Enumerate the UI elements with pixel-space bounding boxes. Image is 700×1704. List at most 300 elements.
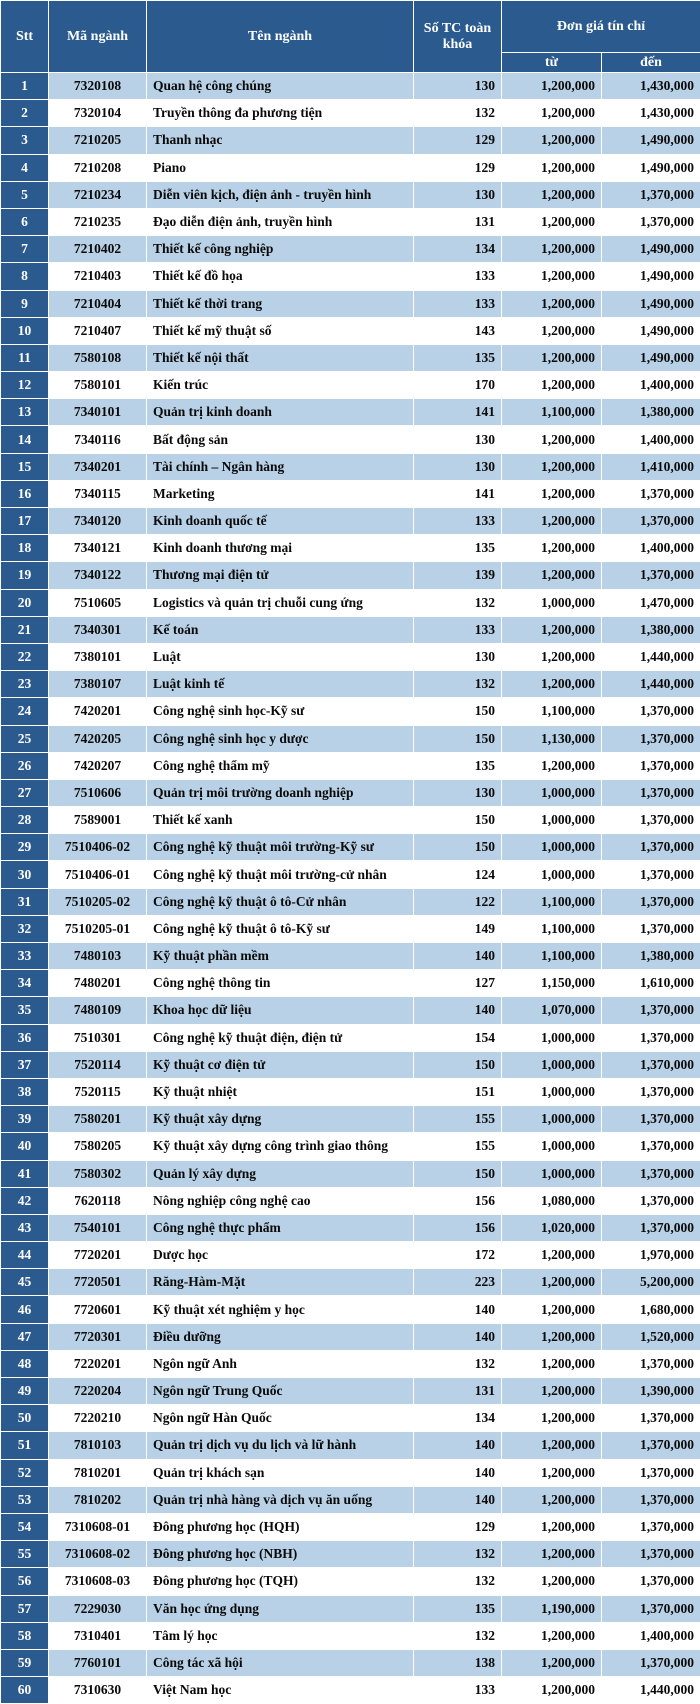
row-credits: 150 (414, 1051, 502, 1078)
row-stt: 57 (1, 1595, 49, 1622)
row-price-to: 1,370,000 (602, 779, 700, 806)
row-price-from: 1,200,000 (502, 290, 602, 317)
row-stt: 32 (1, 915, 49, 942)
row-code: 7340101 (49, 399, 147, 426)
row-stt: 41 (1, 1160, 49, 1187)
row-credits: 143 (414, 317, 502, 344)
row-price-from: 1,200,000 (502, 453, 602, 480)
row-credits: 150 (414, 725, 502, 752)
table-header (1, 1, 700, 73)
row-stt: 22 (1, 643, 49, 670)
row-credits: 130 (414, 73, 502, 100)
row-name: Kỹ thuật xây dựng công trình giao thông (147, 1133, 414, 1160)
row-name: Kinh doanh thương mại (147, 535, 414, 562)
row-code: 7380101 (49, 643, 147, 670)
row-credits: 156 (414, 1187, 502, 1214)
table-row (1, 1187, 700, 1214)
table-row (1, 535, 700, 562)
row-stt: 35 (1, 997, 49, 1024)
row-name: Thiết kế công nghiệp (147, 236, 414, 263)
table-row (1, 1214, 700, 1241)
row-price-from: 1,000,000 (502, 834, 602, 861)
header-price-from: từ (502, 53, 602, 73)
row-price-to: 1,370,000 (602, 1513, 700, 1540)
row-code: 7220210 (49, 1405, 147, 1432)
table-row (1, 943, 700, 970)
table-row (1, 888, 700, 915)
row-credits: 156 (414, 1214, 502, 1241)
table-row (1, 372, 700, 399)
table-row (1, 1133, 700, 1160)
row-name: Quan hệ công chúng (147, 73, 414, 100)
row-price-from: 1,200,000 (502, 344, 602, 371)
row-name: Luật kinh tế (147, 671, 414, 698)
row-name: Quản trị dịch vụ du lịch và lữ hành (147, 1432, 414, 1459)
row-price-to: 1,370,000 (602, 725, 700, 752)
row-code: 7720501 (49, 1269, 147, 1296)
row-credits: 133 (414, 263, 502, 290)
table-row (1, 290, 700, 317)
row-stt: 52 (1, 1459, 49, 1486)
row-stt: 1 (1, 73, 49, 100)
row-credits: 155 (414, 1133, 502, 1160)
row-code: 7340122 (49, 562, 147, 589)
table-row (1, 725, 700, 752)
table-row (1, 997, 700, 1024)
table-row (1, 344, 700, 371)
row-price-from: 1,200,000 (502, 1649, 602, 1676)
row-stt: 31 (1, 888, 49, 915)
row-price-to: 1,370,000 (602, 1459, 700, 1486)
table-row (1, 73, 700, 100)
row-name: Piano (147, 154, 414, 181)
row-price-to: 1,440,000 (602, 643, 700, 670)
row-price-to: 1,370,000 (602, 1160, 700, 1187)
row-name: Khoa học dữ liệu (147, 997, 414, 1024)
row-stt: 27 (1, 779, 49, 806)
row-credits: 132 (414, 1622, 502, 1649)
row-credits: 129 (414, 127, 502, 154)
row-stt: 58 (1, 1622, 49, 1649)
row-code: 7340301 (49, 616, 147, 643)
row-stt: 60 (1, 1677, 49, 1704)
row-price-from: 1,200,000 (502, 671, 602, 698)
row-code: 7220201 (49, 1350, 147, 1377)
row-price-from: 1,100,000 (502, 915, 602, 942)
row-stt: 42 (1, 1187, 49, 1214)
row-price-from: 1,200,000 (502, 317, 602, 344)
row-code: 7340201 (49, 453, 147, 480)
row-price-from: 1,130,000 (502, 725, 602, 752)
row-price-to: 1,370,000 (602, 1541, 700, 1568)
row-stt: 11 (1, 344, 49, 371)
row-price-from: 1,200,000 (502, 372, 602, 399)
row-credits: 129 (414, 154, 502, 181)
row-credits: 154 (414, 1024, 502, 1051)
row-credits: 122 (414, 888, 502, 915)
row-stt: 16 (1, 480, 49, 507)
row-price-to: 1,370,000 (602, 1486, 700, 1513)
row-credits: 134 (414, 236, 502, 263)
row-code: 7420207 (49, 752, 147, 779)
row-price-from: 1,200,000 (502, 1459, 602, 1486)
row-name: Răng-Hàm-Mặt (147, 1269, 414, 1296)
row-credits: 135 (414, 1595, 502, 1622)
row-price-to: 1,370,000 (602, 997, 700, 1024)
row-price-to: 1,370,000 (602, 480, 700, 507)
row-code: 7310608-03 (49, 1568, 147, 1595)
row-name: Kinh doanh quốc tế (147, 508, 414, 535)
row-credits: 131 (414, 1378, 502, 1405)
row-price-to: 1,490,000 (602, 127, 700, 154)
row-code: 7510205-01 (49, 915, 147, 942)
row-credits: 140 (414, 1432, 502, 1459)
row-name: Dược học (147, 1242, 414, 1269)
table-row (1, 1432, 700, 1459)
row-credits: 150 (414, 834, 502, 861)
row-stt: 59 (1, 1649, 49, 1676)
row-code: 7210402 (49, 236, 147, 263)
row-code: 7520114 (49, 1051, 147, 1078)
table-row (1, 671, 700, 698)
row-name: Đông phương học (TQH) (147, 1568, 414, 1595)
row-price-from: 1,000,000 (502, 1106, 602, 1133)
row-name: Bất động sản (147, 426, 414, 453)
row-credits: 130 (414, 779, 502, 806)
table-row (1, 1595, 700, 1622)
row-price-to: 1,430,000 (602, 100, 700, 127)
row-name: Đạo diễn điện ảnh, truyền hình (147, 208, 414, 235)
row-stt: 30 (1, 861, 49, 888)
row-name: Văn học ứng dụng (147, 1595, 414, 1622)
row-price-from: 1,200,000 (502, 426, 602, 453)
row-price-to: 1,370,000 (602, 1133, 700, 1160)
row-price-to: 1,370,000 (602, 1187, 700, 1214)
row-credits: 127 (414, 970, 502, 997)
row-credits: 132 (414, 589, 502, 616)
row-price-from: 1,020,000 (502, 1214, 602, 1241)
row-name: Công nghệ thẩm mỹ (147, 752, 414, 779)
row-code: 7340121 (49, 535, 147, 562)
row-code: 7210234 (49, 181, 147, 208)
table-row (1, 453, 700, 480)
row-name: Quản trị kinh doanh (147, 399, 414, 426)
row-price-to: 1,470,000 (602, 589, 700, 616)
row-code: 7420205 (49, 725, 147, 752)
row-price-to: 1,370,000 (602, 888, 700, 915)
row-name: Thiết kế xanh (147, 807, 414, 834)
row-name: Tâm lý học (147, 1622, 414, 1649)
row-code: 7210403 (49, 263, 147, 290)
table-row (1, 1405, 700, 1432)
row-stt: 37 (1, 1051, 49, 1078)
row-price-from: 1,200,000 (502, 1622, 602, 1649)
row-stt: 34 (1, 970, 49, 997)
row-code: 7340115 (49, 480, 147, 507)
row-credits: 132 (414, 1568, 502, 1595)
row-credits: 140 (414, 1459, 502, 1486)
row-credits: 151 (414, 1078, 502, 1105)
row-name: Ngôn ngữ Hàn Quốc (147, 1405, 414, 1432)
row-name: Ngôn ngữ Anh (147, 1350, 414, 1377)
row-stt: 7 (1, 236, 49, 263)
row-price-to: 1,370,000 (602, 181, 700, 208)
table-row (1, 508, 700, 535)
row-name: Điều dưỡng (147, 1323, 414, 1350)
row-price-to: 1,370,000 (602, 508, 700, 535)
row-price-to: 1,370,000 (602, 834, 700, 861)
row-price-to: 1,370,000 (602, 1405, 700, 1432)
row-price-to: 1,370,000 (602, 1051, 700, 1078)
row-stt: 12 (1, 372, 49, 399)
row-price-to: 1,380,000 (602, 616, 700, 643)
row-code: 7810201 (49, 1459, 147, 1486)
header-credits: Số TC toàn khóa (414, 1, 502, 73)
row-stt: 25 (1, 725, 49, 752)
row-price-to: 1,370,000 (602, 1078, 700, 1105)
table-row (1, 1024, 700, 1051)
row-code: 7580205 (49, 1133, 147, 1160)
table-row (1, 399, 700, 426)
row-price-to: 1,370,000 (602, 208, 700, 235)
row-code: 7510406-01 (49, 861, 147, 888)
row-stt: 19 (1, 562, 49, 589)
row-stt: 4 (1, 154, 49, 181)
row-credits: 141 (414, 399, 502, 426)
row-credits: 133 (414, 1677, 502, 1704)
row-credits: 150 (414, 807, 502, 834)
row-code: 7720201 (49, 1242, 147, 1269)
row-stt: 23 (1, 671, 49, 698)
table-row (1, 127, 700, 154)
row-credits: 130 (414, 181, 502, 208)
row-name: Công nghệ kỹ thuật môi trường-Kỹ sư (147, 834, 414, 861)
row-code: 7340120 (49, 508, 147, 535)
row-name: Logistics và quản trị chuỗi cung ứng (147, 589, 414, 616)
row-code: 7510605 (49, 589, 147, 616)
table-row (1, 426, 700, 453)
row-code: 7580302 (49, 1160, 147, 1187)
row-name: Diễn viên kịch, điện ảnh - truyền hình (147, 181, 414, 208)
row-name: Công nghệ kỹ thuật điện, điện tử (147, 1024, 414, 1051)
row-name: Công nghệ thực phẩm (147, 1214, 414, 1241)
row-stt: 45 (1, 1269, 49, 1296)
table-row (1, 643, 700, 670)
row-code: 7210208 (49, 154, 147, 181)
row-name: Luật (147, 643, 414, 670)
row-price-to: 1,680,000 (602, 1296, 700, 1323)
row-name: Nông nghiệp công nghệ cao (147, 1187, 414, 1214)
row-stt: 28 (1, 807, 49, 834)
row-code: 7229030 (49, 1595, 147, 1622)
row-code: 7480103 (49, 943, 147, 970)
table-row (1, 1378, 700, 1405)
row-price-from: 1,100,000 (502, 943, 602, 970)
row-credits: 130 (414, 453, 502, 480)
row-price-from: 1,000,000 (502, 1133, 602, 1160)
row-name: Truyền thông đa phương tiện (147, 100, 414, 127)
row-name: Đông phương học (NBH) (147, 1541, 414, 1568)
row-price-from: 1,000,000 (502, 1160, 602, 1187)
row-stt: 24 (1, 698, 49, 725)
row-price-to: 1,490,000 (602, 263, 700, 290)
row-stt: 51 (1, 1432, 49, 1459)
row-credits: 138 (414, 1649, 502, 1676)
row-name: Kỹ thuật nhiệt (147, 1078, 414, 1105)
table-row (1, 480, 700, 507)
row-stt: 44 (1, 1242, 49, 1269)
table-row (1, 1677, 700, 1704)
row-stt: 39 (1, 1106, 49, 1133)
row-stt: 20 (1, 589, 49, 616)
row-stt: 49 (1, 1378, 49, 1405)
row-code: 7810202 (49, 1486, 147, 1513)
row-credits: 131 (414, 208, 502, 235)
table-row (1, 208, 700, 235)
row-price-from: 1,200,000 (502, 1242, 602, 1269)
row-price-to: 1,370,000 (602, 807, 700, 834)
row-stt: 3 (1, 127, 49, 154)
row-credits: 139 (414, 562, 502, 589)
row-credits: 140 (414, 1296, 502, 1323)
row-price-to: 1,370,000 (602, 1350, 700, 1377)
row-credits: 140 (414, 943, 502, 970)
row-price-from: 1,200,000 (502, 616, 602, 643)
row-credits: 155 (414, 1106, 502, 1133)
row-price-from: 1,000,000 (502, 1051, 602, 1078)
row-code: 7589001 (49, 807, 147, 834)
row-price-to: 1,970,000 (602, 1242, 700, 1269)
row-name: Marketing (147, 480, 414, 507)
row-credits: 132 (414, 671, 502, 698)
row-price-from: 1,200,000 (502, 100, 602, 127)
row-code: 7580108 (49, 344, 147, 371)
row-stt: 50 (1, 1405, 49, 1432)
row-code: 7720601 (49, 1296, 147, 1323)
row-name: Quản trị môi trường doanh nghiệp (147, 779, 414, 806)
row-code: 7580101 (49, 372, 147, 399)
row-price-to: 1,410,000 (602, 453, 700, 480)
row-code: 7310608-02 (49, 1541, 147, 1568)
row-price-from: 1,200,000 (502, 752, 602, 779)
header-price-to: đến (602, 53, 700, 73)
row-name: Kỹ thuật xét nghiệm y học (147, 1296, 414, 1323)
row-code: 7310401 (49, 1622, 147, 1649)
table-row (1, 100, 700, 127)
table-row (1, 1568, 700, 1595)
row-price-to: 1,380,000 (602, 943, 700, 970)
row-price-from: 1,080,000 (502, 1187, 602, 1214)
row-price-to: 1,400,000 (602, 372, 700, 399)
row-name: Tài chính – Ngân hàng (147, 453, 414, 480)
table-row (1, 1350, 700, 1377)
row-code: 7220204 (49, 1378, 147, 1405)
table-row (1, 752, 700, 779)
row-stt: 46 (1, 1296, 49, 1323)
table-row (1, 1051, 700, 1078)
row-name: Quản trị khách sạn (147, 1459, 414, 1486)
row-price-to: 1,400,000 (602, 1622, 700, 1649)
row-price-to: 1,400,000 (602, 426, 700, 453)
row-code: 7210404 (49, 290, 147, 317)
row-credits: 170 (414, 372, 502, 399)
row-code: 7210235 (49, 208, 147, 235)
row-price-to: 1,610,000 (602, 970, 700, 997)
row-credits: 149 (414, 915, 502, 942)
row-code: 7620118 (49, 1187, 147, 1214)
row-price-to: 1,490,000 (602, 236, 700, 263)
table-row (1, 317, 700, 344)
table-row (1, 562, 700, 589)
row-price-from: 1,200,000 (502, 181, 602, 208)
row-price-from: 1,200,000 (502, 236, 602, 263)
row-price-to: 1,370,000 (602, 1432, 700, 1459)
row-stt: 8 (1, 263, 49, 290)
row-name: Thiết kế nội thất (147, 344, 414, 371)
row-price-from: 1,000,000 (502, 1024, 602, 1051)
row-credits: 132 (414, 100, 502, 127)
row-price-to: 1,490,000 (602, 154, 700, 181)
row-stt: 48 (1, 1350, 49, 1377)
table-row (1, 970, 700, 997)
table-row (1, 1296, 700, 1323)
row-price-from: 1,100,000 (502, 698, 602, 725)
row-price-from: 1,200,000 (502, 1269, 602, 1296)
row-price-from: 1,000,000 (502, 589, 602, 616)
row-name: Công nghệ kỹ thuật ô tô-Cử nhân (147, 888, 414, 915)
table-row (1, 1541, 700, 1568)
row-code: 7320104 (49, 100, 147, 127)
table-row (1, 834, 700, 861)
row-price-from: 1,100,000 (502, 399, 602, 426)
row-stt: 6 (1, 208, 49, 235)
row-price-from: 1,200,000 (502, 1513, 602, 1540)
row-credits: 135 (414, 752, 502, 779)
row-code: 7210407 (49, 317, 147, 344)
table-row (1, 915, 700, 942)
table-row (1, 589, 700, 616)
row-code: 7210205 (49, 127, 147, 154)
row-price-to: 1,370,000 (602, 915, 700, 942)
row-name: Kiến trúc (147, 372, 414, 399)
row-stt: 53 (1, 1486, 49, 1513)
row-code: 7320108 (49, 73, 147, 100)
row-credits: 133 (414, 290, 502, 317)
table-row (1, 1269, 700, 1296)
row-price-to: 1,370,000 (602, 562, 700, 589)
row-price-to: 1,430,000 (602, 73, 700, 100)
row-stt: 33 (1, 943, 49, 970)
row-stt: 47 (1, 1323, 49, 1350)
header-name: Tên ngành (147, 1, 414, 73)
row-price-from: 1,200,000 (502, 535, 602, 562)
row-price-from: 1,100,000 (502, 888, 602, 915)
row-name: Quản trị nhà hàng và dịch vụ ăn uống (147, 1486, 414, 1513)
row-name: Ngôn ngữ Trung Quốc (147, 1378, 414, 1405)
table-row (1, 1513, 700, 1540)
row-name: Thương mại điện tử (147, 562, 414, 589)
row-name: Công nghệ sinh học-Kỹ sư (147, 698, 414, 725)
row-price-to: 1,380,000 (602, 399, 700, 426)
row-stt: 10 (1, 317, 49, 344)
row-credits: 135 (414, 344, 502, 371)
row-stt: 36 (1, 1024, 49, 1051)
table-row (1, 698, 700, 725)
row-code: 7510301 (49, 1024, 147, 1051)
row-price-from: 1,200,000 (502, 643, 602, 670)
row-price-to: 1,370,000 (602, 1024, 700, 1051)
row-stt: 54 (1, 1513, 49, 1540)
